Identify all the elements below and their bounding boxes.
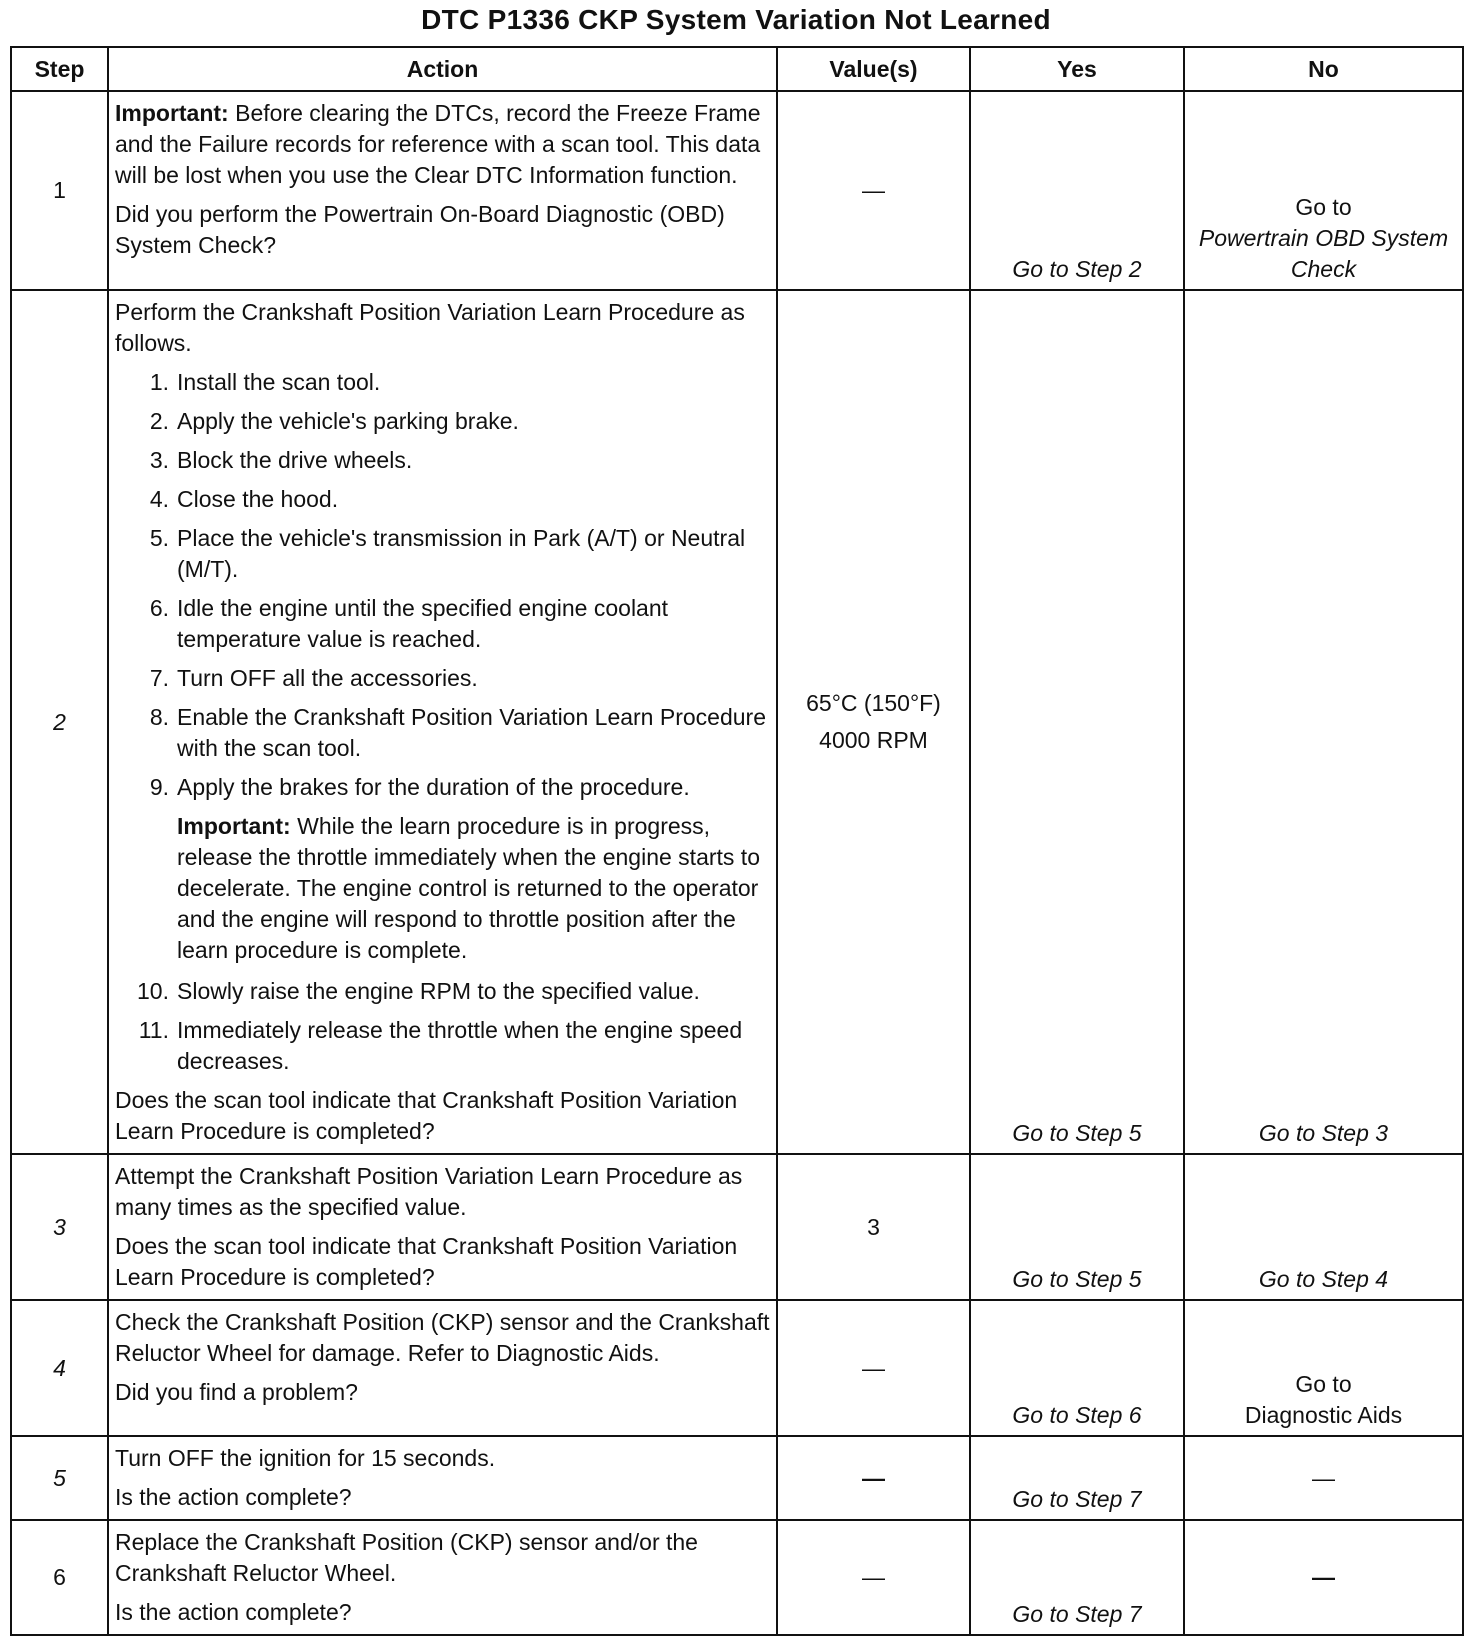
- table-row: [11, 1300, 1463, 1436]
- substep-item: [115, 702, 770, 764]
- substep-text: Immediately release the throttle when the engine speed decreases.: [177, 1017, 743, 1074]
- value-cell: [777, 1154, 970, 1300]
- question-text: Is the action complete?: [115, 1484, 352, 1510]
- substep-item: [115, 772, 770, 803]
- no-text: —: [1312, 1564, 1335, 1590]
- value-cell: [777, 290, 970, 1154]
- substep-text: Idle the engine until the specified engine coolant temperature value is reached.: [177, 595, 669, 652]
- step-number: 2: [11, 290, 108, 1154]
- value-text: —: [862, 1464, 885, 1491]
- action-cell: [108, 1154, 777, 1300]
- substep-number: 1.: [149, 369, 169, 395]
- substep-number: 11.: [138, 1017, 169, 1043]
- substep-list: [115, 367, 770, 803]
- page-title: DTC P1336 CKP System Variation Not Learned: [421, 4, 1051, 35]
- header-row: [11, 47, 1463, 91]
- diagnostic-table: [10, 46, 1464, 1636]
- question-text: Is the action complete?: [115, 1599, 352, 1625]
- substep-number: 8.: [149, 704, 169, 730]
- substep-number: 6.: [149, 595, 169, 621]
- substep-number: 10.: [137, 978, 169, 1004]
- substep-item: [115, 484, 770, 515]
- action-cell: [108, 1436, 777, 1520]
- table-row: [11, 1436, 1463, 1520]
- value-cell: [777, 1436, 970, 1520]
- step-number: 1: [11, 91, 108, 290]
- no-link[interactable]: Powertrain OBD System Check: [1198, 225, 1449, 282]
- action-cell: [108, 1520, 777, 1635]
- substep-text: Apply the vehicle's parking brake.: [177, 408, 519, 434]
- question-text: Does the scan tool indicate that Crankshaft Position Variation Learn Procedure is completed?: [115, 1087, 738, 1144]
- table-row: [11, 91, 1463, 290]
- substep-number: 4.: [149, 486, 169, 512]
- substep-item: [115, 663, 770, 694]
- substep-text: Slowly raise the engine RPM to the specified value.: [177, 978, 700, 1004]
- yes-link[interactable]: Go to Step 7: [970, 1436, 1184, 1520]
- substep-text: Install the scan tool.: [177, 369, 381, 395]
- no-link[interactable]: Go to Step 4: [1184, 1154, 1463, 1300]
- yes-link[interactable]: Go to Step 7: [970, 1520, 1184, 1635]
- important-text: Before clearing the DTCs, record the Freeze Frame and the Failure records for reference with a scan tool. This data will be lost when you use the Clear DTC Information function.: [115, 100, 761, 188]
- yes-link[interactable]: Go to Step 6: [970, 1300, 1184, 1436]
- rpm-value: 4000 RPM: [819, 727, 928, 753]
- substep-text: Close the hood.: [177, 486, 339, 512]
- table-row: [11, 1520, 1463, 1635]
- substep-item: [115, 523, 770, 585]
- step-number: 3: [11, 1154, 108, 1300]
- table-row: [11, 290, 1463, 1154]
- header-action: Action: [108, 47, 777, 91]
- substep-number: 9.: [149, 774, 169, 800]
- action-text: Turn OFF the ignition for 15 seconds.: [115, 1445, 496, 1471]
- action-text: Replace the Crankshaft Position (CKP) sensor and/or the Crankshaft Reluctor Wheel.: [115, 1529, 698, 1586]
- no-cell[interactable]: [1184, 1300, 1463, 1436]
- step-number: 4: [11, 1300, 108, 1436]
- yes-link[interactable]: Go to Step 5: [970, 1154, 1184, 1300]
- header-yes: Yes: [970, 47, 1184, 91]
- no-cell: [1184, 1436, 1463, 1520]
- step-number: 5: [11, 1436, 108, 1520]
- header-step: Step: [11, 47, 108, 91]
- substep-item: [115, 367, 770, 398]
- substep-item: [115, 593, 770, 655]
- substep-item: [115, 406, 770, 437]
- substep-item: [115, 1015, 770, 1077]
- substep-number: 3.: [149, 447, 169, 473]
- substep-number: 7.: [149, 665, 169, 691]
- no-cell: [1184, 1520, 1463, 1635]
- substep-list: [115, 976, 770, 1077]
- important-label: Important:: [115, 100, 229, 126]
- intro-text: Perform the Crankshaft Position Variation Learn Procedure as follows.: [115, 299, 745, 356]
- important-note: [177, 811, 770, 966]
- question-text: Did you find a problem?: [115, 1379, 358, 1405]
- value-text: —: [862, 1564, 885, 1590]
- table-row: [11, 1154, 1463, 1300]
- substep-text: Block the drive wheels.: [177, 447, 413, 473]
- action-text: Check the Crankshaft Position (CKP) sensor and the Crankshaft Reluctor Wheel for damage. Refer to Diagnostic Aids.: [115, 1309, 770, 1366]
- value-text: —: [862, 1354, 885, 1381]
- no-prefix: Go to: [1295, 1371, 1352, 1397]
- question-text: Did you perform the Powertrain On-Board Diagnostic (OBD) System Check?: [115, 201, 725, 258]
- no-link[interactable]: Diagnostic Aids: [1244, 1402, 1403, 1428]
- substep-text: Apply the brakes for the duration of the procedure.: [177, 774, 690, 800]
- question-text: Does the scan tool indicate that Crankshaft Position Variation Learn Procedure is completed?: [115, 1233, 738, 1290]
- yes-link[interactable]: Go to Step 2: [970, 91, 1184, 290]
- value-text: —: [862, 177, 885, 203]
- substep-text: Place the vehicle's transmission in Park (A/T) or Neutral (M/T).: [177, 525, 746, 582]
- no-cell[interactable]: [1184, 91, 1463, 290]
- substep-item: [115, 445, 770, 476]
- action-cell: [108, 1300, 777, 1436]
- no-link[interactable]: Go to Step 3: [1184, 290, 1463, 1154]
- important-note: [115, 98, 770, 191]
- step-number: 6: [11, 1520, 108, 1635]
- value-cell: [777, 1300, 970, 1436]
- substep-text: Enable the Crankshaft Position Variation Learn Procedure with the scan tool.: [177, 704, 766, 761]
- substep-item: [115, 976, 770, 1007]
- substep-number: 5.: [149, 525, 169, 551]
- value-cell: [777, 1520, 970, 1635]
- substep-text: Turn OFF all the accessories.: [177, 665, 478, 691]
- action-text: Attempt the Crankshaft Position Variation Learn Procedure as many times as the specified value.: [115, 1163, 743, 1220]
- header-no: No: [1184, 47, 1463, 91]
- header-values: Value(s): [777, 47, 970, 91]
- no-prefix: Go to: [1295, 194, 1352, 220]
- temperature-value: 65°C (150°F): [806, 690, 941, 716]
- important-label: Important:: [177, 813, 291, 839]
- yes-link[interactable]: Go to Step 5: [970, 290, 1184, 1154]
- important-text: While the learn procedure is in progress, release the throttle immediately when the engine starts to decelerate. The engine control is returned to the operator and the engine will respond to throttle position after the learn procedure is complete.: [177, 813, 760, 963]
- value-cell: [777, 91, 970, 290]
- value-text: 3: [867, 1213, 880, 1240]
- action-cell: [108, 290, 777, 1154]
- action-cell: [108, 91, 777, 290]
- substep-number: 2.: [149, 408, 169, 434]
- no-text: —: [1312, 1464, 1335, 1491]
